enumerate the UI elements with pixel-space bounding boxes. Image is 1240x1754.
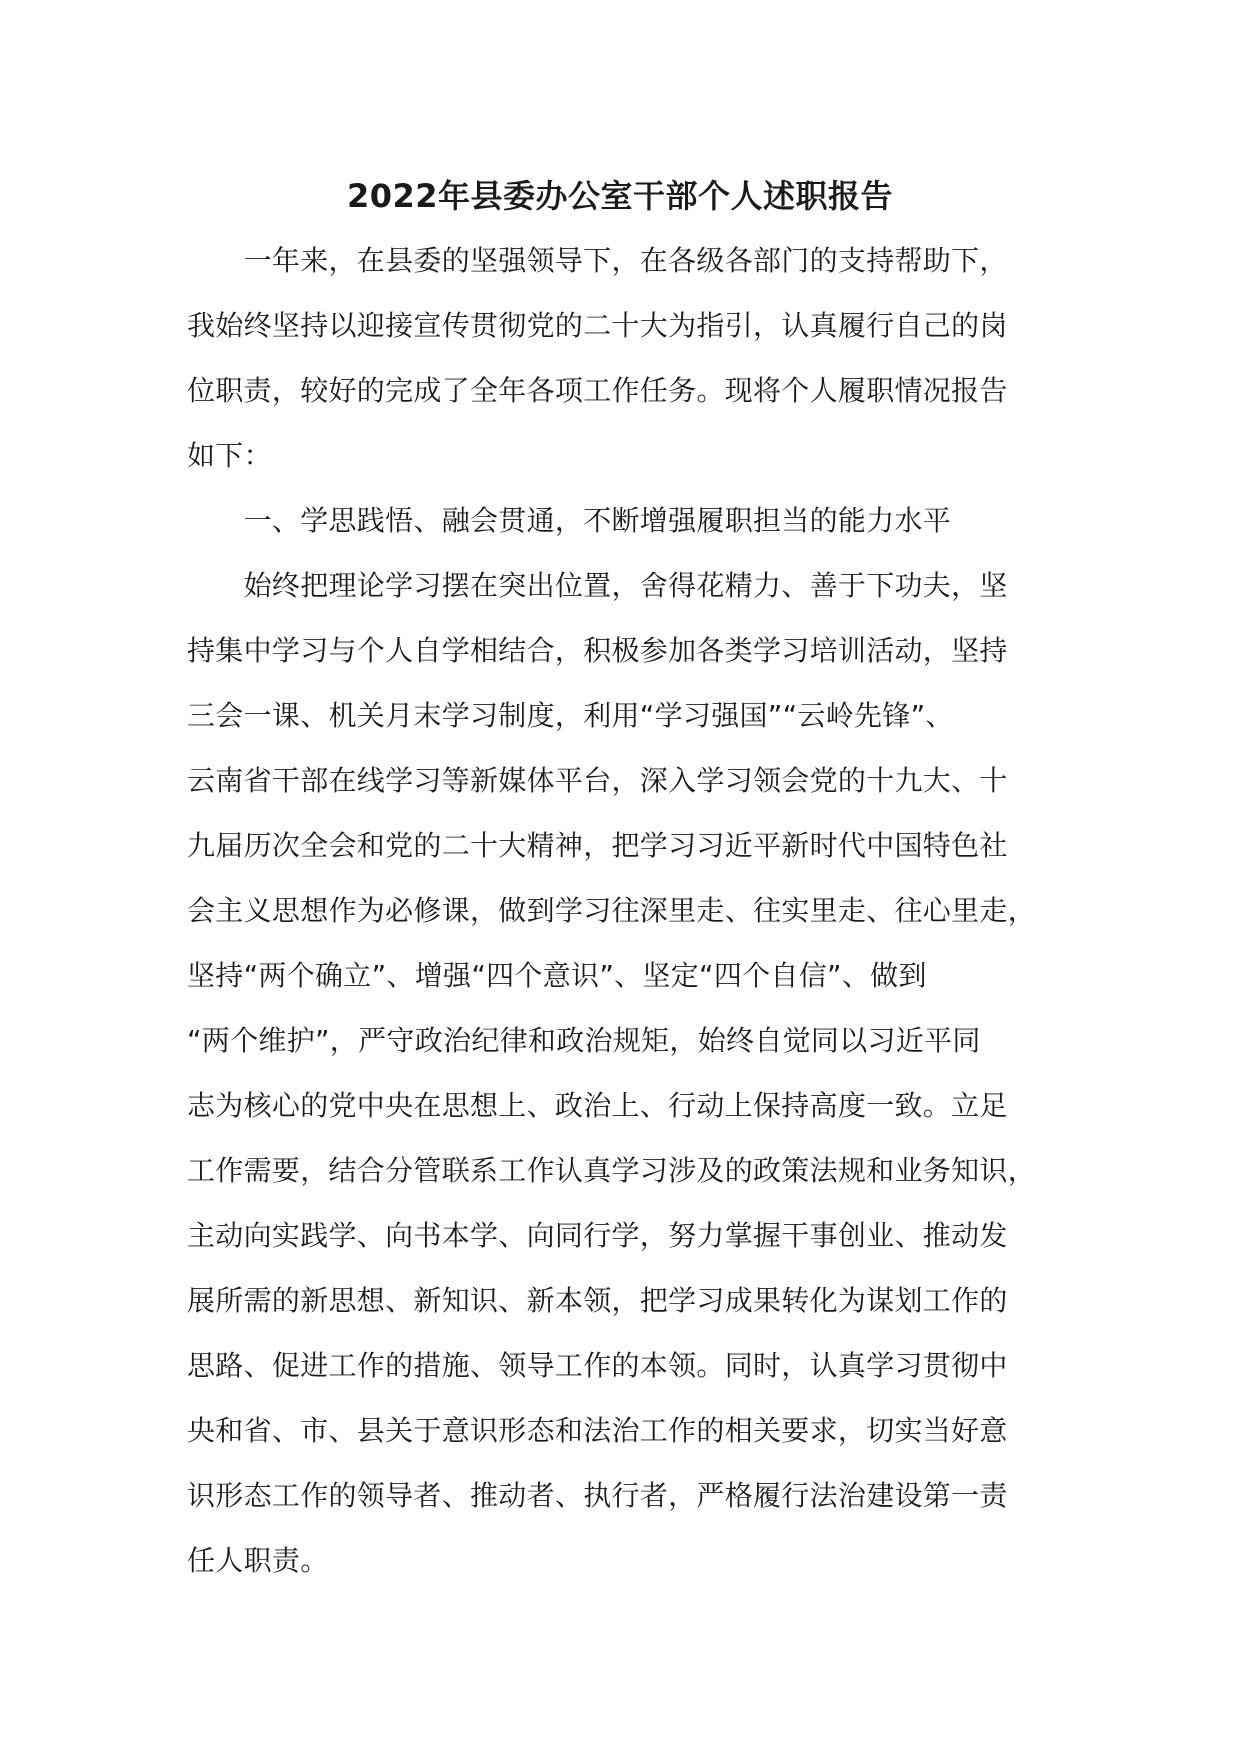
body-line: 坚持“两个确立”、增强“四个意识”、坚定“四个自信”、做到 — [187, 959, 927, 992]
body-line: “两个维护”，严守政治纪律和政治规矩，始终自觉同以习近平同 — [187, 1024, 981, 1057]
body-line: 任人职责。 — [187, 1544, 329, 1577]
body-line: 始终把理论学习摆在突出位置，舍得花精力、善于下功夫，坚 — [187, 569, 1008, 602]
body-line: 主动向实践学、向书本学、向同行学，努力掌握干事创业、推动发 — [187, 1219, 1008, 1252]
body-line: 思路、促进工作的措施、领导工作的本领。同时，认真学习贯彻中 — [187, 1349, 1008, 1382]
body-line: 如下： — [187, 439, 272, 472]
body-line: 志为核心的党中央在思想上、政治上、行动上保持高度一致。立足 — [187, 1089, 1008, 1122]
body-line: 识形态工作的领导者、推动者、执行者，严格履行法治建设第一责 — [187, 1479, 1008, 1512]
body-line: 我始终坚持以迎接宣传贯彻党的二十大为指引，认真履行自己的岗 — [187, 309, 1008, 342]
body-line: 云南省干部在线学习等新媒体平台，深入学习领会党的十九大、十 — [187, 764, 1008, 797]
body-line: 央和省、市、县关于意识形态和法治工作的相关要求，切实当好意 — [187, 1414, 1008, 1447]
body-line: 三会一课、机关月末学习制度，利用“学习强国”“云岭先锋”、 — [187, 699, 954, 732]
body-line: 九届历次全会和党的二十大精神，把学习习近平新时代中国特色社 — [187, 829, 1008, 862]
body-line: 持集中学习与个人自学相结合，积极参加各类学习培训活动，坚持 — [187, 634, 1008, 667]
body-line: 会主义思想作为必修课，做到学习往深里走、往实里走、往心里走， — [187, 894, 1037, 927]
section-heading: 一、学思践悟、融会贯通，不断增强履职担当的能力水平 — [187, 504, 952, 537]
body-line: 展所需的新思想、新知识、新本领，把学习成果转化为谋划工作的 — [187, 1284, 1008, 1317]
body-line: 位职责，较好的完成了全年各项工作任务。现将个人履职情况报告 — [187, 374, 1008, 407]
body-line: 一年来，在县委的坚强领导下，在各级各部门的支持帮助下， — [187, 244, 1008, 277]
body-line: 工作需要，结合分管联系工作认真学习涉及的政策法规和业务知识， — [187, 1154, 1037, 1187]
document-title: 2022年县委办公室干部个人述职报告 — [346, 177, 894, 215]
